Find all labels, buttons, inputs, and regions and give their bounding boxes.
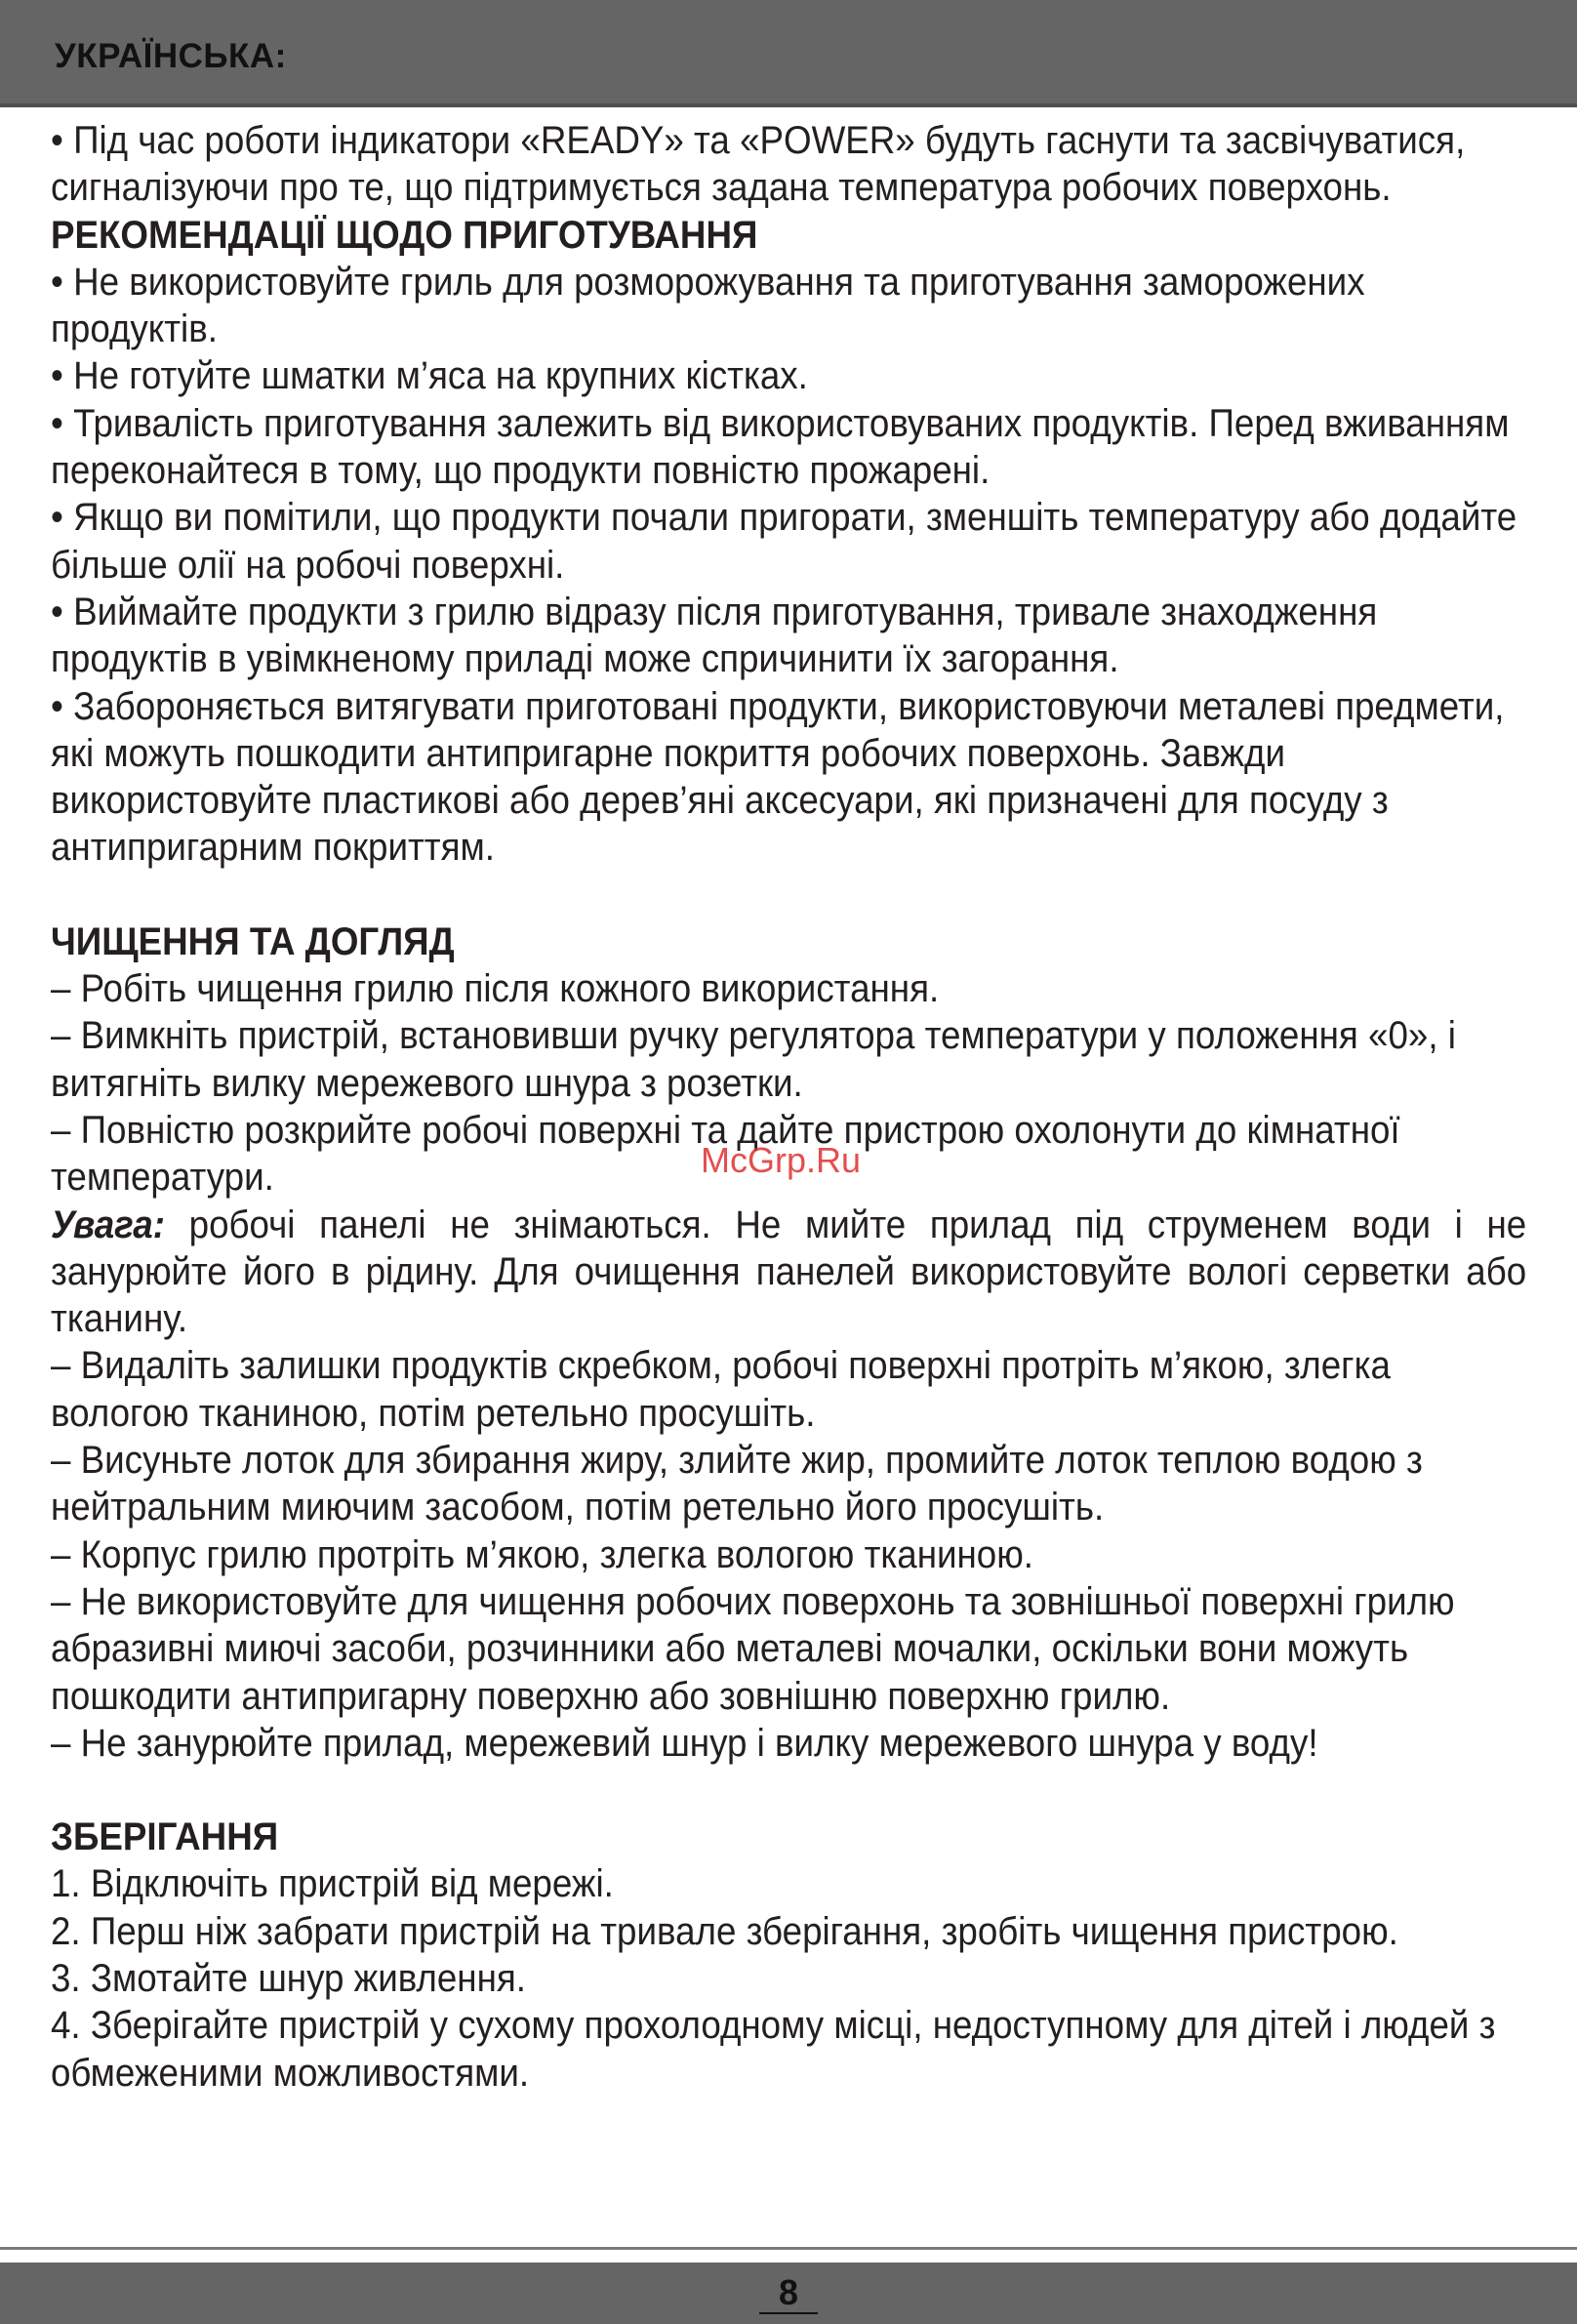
intro-paragraph: • Під час роботи індикатори «READY» та «POWER» будуть гаснути та засвічуватися, сигналізуючи про те, що підтримується задана температура робочих поверхонь. bbox=[51, 119, 1466, 210]
cleaning-item: – Корпус грилю протріть м’якою, злегка вологою тканиною. bbox=[51, 1532, 1033, 1576]
cleaning-item: – Не використовуйте для чищення робочих поверхонь та зовнішньої поверхні грилю абразивні миючі засоби, розчинники або металеві мочалки, оскільки вони можуть пошкодити антипригарну поверхню або зовнішню поверхню грилю. bbox=[51, 1579, 1455, 1718]
storage-item: 3. Змотайте шнур живлення. bbox=[51, 1956, 526, 2000]
section-gap bbox=[51, 1767, 1526, 1814]
header-bar bbox=[0, 0, 1577, 107]
note-label: Увага: bbox=[51, 1203, 165, 1246]
cleaning-item: – Висуньте лоток для збирання жиру, злийте жир, промийте лоток теплою водою з нейтральним миючим засобом, потім ретельно його просушіть. bbox=[51, 1439, 1423, 1529]
cooking-item: • Забороняється витягувати приготовані продукти, використовуючи металеві предмети, які можуть пошкодити антипригарне покриття робочих поверхонь. Завжди використовуйте пластикові або дерев’яні аксесуари, які призначені для посуду з антипригарним покриттям. bbox=[51, 684, 1505, 870]
cooking-item: • Якщо ви помітили, що продукти почали пригорати, зменшіть температуру або додайте більше олії на робочі поверхні. bbox=[51, 496, 1517, 587]
cleaning-item: – Видаліть залишки продуктів скребком, робочі поверхні протріть м’якою, злегка вологою тканиною, потім ретельно просушіть. bbox=[51, 1344, 1391, 1435]
storage-item: 2. Перш ніж забрати пристрій на тривале зберігання, зробіть чищення пристрою. bbox=[51, 1909, 1398, 1953]
storage-item: 1. Відключіть пристрій від мережі. bbox=[51, 1862, 614, 1906]
page-content bbox=[51, 117, 1526, 2097]
storage-item: 4. Зберігайте пристрій у сухому прохолодному місці, недоступному для дітей і людей з обмеженими можливостями. bbox=[51, 2004, 1496, 2095]
page-number-underline bbox=[759, 2312, 818, 2314]
cooking-item: • Тривалість приготування залежить від використовуваних продуктів. Перед вживанням переконайтеся в тому, що продукти повністю прожарені. bbox=[51, 401, 1510, 493]
cleaning-item: – Повністю розкрийте робочі поверхні та дайте пристрою охолонути до кімнатної температури. bbox=[51, 1108, 1400, 1200]
watermark: McGrp.Ru bbox=[701, 1140, 862, 1180]
cleaning-note bbox=[51, 1202, 1526, 1343]
language-title: УКРАЇНСЬКА: bbox=[55, 37, 287, 75]
page-number: 8 bbox=[778, 2272, 799, 2312]
cooking-item: • Виймайте продукти з грилю відразу після приготування, тривале знаходження продуктів в увімкненому приладі може спричинити їх загорання. bbox=[51, 590, 1378, 681]
footer-divider bbox=[0, 2247, 1577, 2250]
section-gap bbox=[51, 872, 1526, 918]
cleaning-item: – Робіть чищення грилю після кожного використання. bbox=[51, 967, 940, 1011]
cleaning-item: – Не занурюйте прилад, мережевий шнур і вилку мережевого шнура у воду! bbox=[51, 1721, 1318, 1765]
note-text: робочі панелі не знімаються. Не мийте прилад під струменем води і не занурюйте його в рідину. Для очищення панелей використовуйте вологі серветки або тканину. bbox=[51, 1203, 1527, 1341]
cooking-item: • Не готуйте шматки м’яса на крупних кістках. bbox=[51, 354, 808, 398]
cooking-heading: РЕКОМЕНДАЦІЇ ЩОДО ПРИГОТУВАННЯ bbox=[51, 213, 758, 257]
cooking-item: • Не використовуйте гриль для розморожування та приготування заморожених продуктів. bbox=[51, 260, 1365, 351]
cleaning-item: – Вимкніть пристрій, встановивши ручку регулятора температури у положення «0», і витягніть вилку мережевого шнура з розетки. bbox=[51, 1014, 1456, 1105]
storage-heading: ЗБЕРІГАННЯ bbox=[51, 1815, 279, 1859]
cleaning-heading: ЧИЩЕННЯ ТА ДОГЛЯД bbox=[51, 919, 455, 963]
